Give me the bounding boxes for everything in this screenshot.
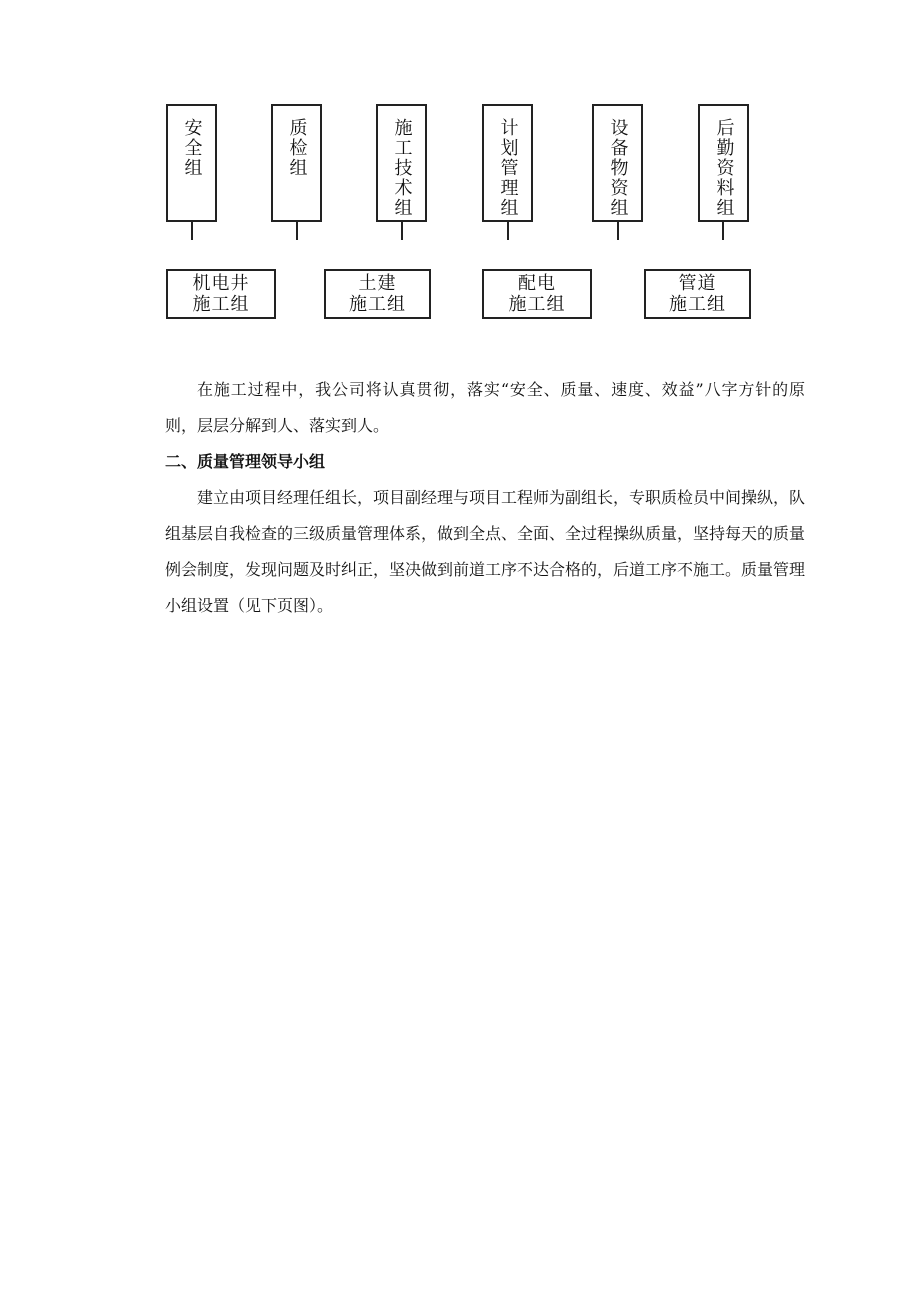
team-label-line2: 施工组 xyxy=(508,294,566,315)
team-label-line2: 施工组 xyxy=(669,294,726,315)
group-box-equipment xyxy=(592,104,643,222)
group-box-construction-tech xyxy=(376,104,427,222)
team-label-line2: 施工组 xyxy=(349,294,406,315)
paragraph-quality-system: 建立由项目经理任组长，项目副经理与项目工程师为副组长，专职质检员中间操纵，队组基层自我检查的三级质量管理体系，做到全点、全面、全过程操纵质量，坚持每天的质量例会制度，发现问题及时纠正，坚决做到前道工序不达合格的，后道工序不施工。质量管理小组设置（见下页图）。 xyxy=(165,488,806,615)
group-label: 施工技术组 xyxy=(391,118,413,218)
group-box-planning xyxy=(482,104,533,222)
team-box-power-distribution xyxy=(482,269,592,319)
team-box-electromechanical xyxy=(166,269,276,319)
group-label: 安全组 xyxy=(181,118,203,178)
connector-line xyxy=(722,222,724,240)
connector-line xyxy=(617,222,619,240)
group-label: 计划管理组 xyxy=(497,118,519,218)
connector-line xyxy=(507,222,509,240)
group-box-quality-inspection xyxy=(271,104,322,222)
group-box-safety xyxy=(166,104,217,222)
group-label: 设备物资组 xyxy=(607,118,629,218)
team-box-pipeline xyxy=(644,269,751,319)
connector-line xyxy=(296,222,298,240)
team-box-civil xyxy=(324,269,431,319)
group-box-logistics xyxy=(698,104,749,222)
group-label: 质检组 xyxy=(286,118,308,178)
group-label: 后勤资料组 xyxy=(713,118,735,218)
paragraph-principles: 在施工过程中，我公司将认真贯彻，落实“安全、质量、速度、效益”八字方针的原则，层层分解到人、落实到人。 xyxy=(165,380,805,435)
team-label-line1: 管道 xyxy=(678,273,717,294)
connector-line xyxy=(191,222,193,240)
team-label-line1: 配电 xyxy=(518,273,556,294)
section-heading: 二、质量管理领导小组 xyxy=(165,452,326,471)
team-label-line1: 土建 xyxy=(358,273,397,294)
team-label-line2: 施工组 xyxy=(192,294,250,315)
team-label-line1: 机电井 xyxy=(192,273,250,294)
connector-line xyxy=(401,222,403,240)
